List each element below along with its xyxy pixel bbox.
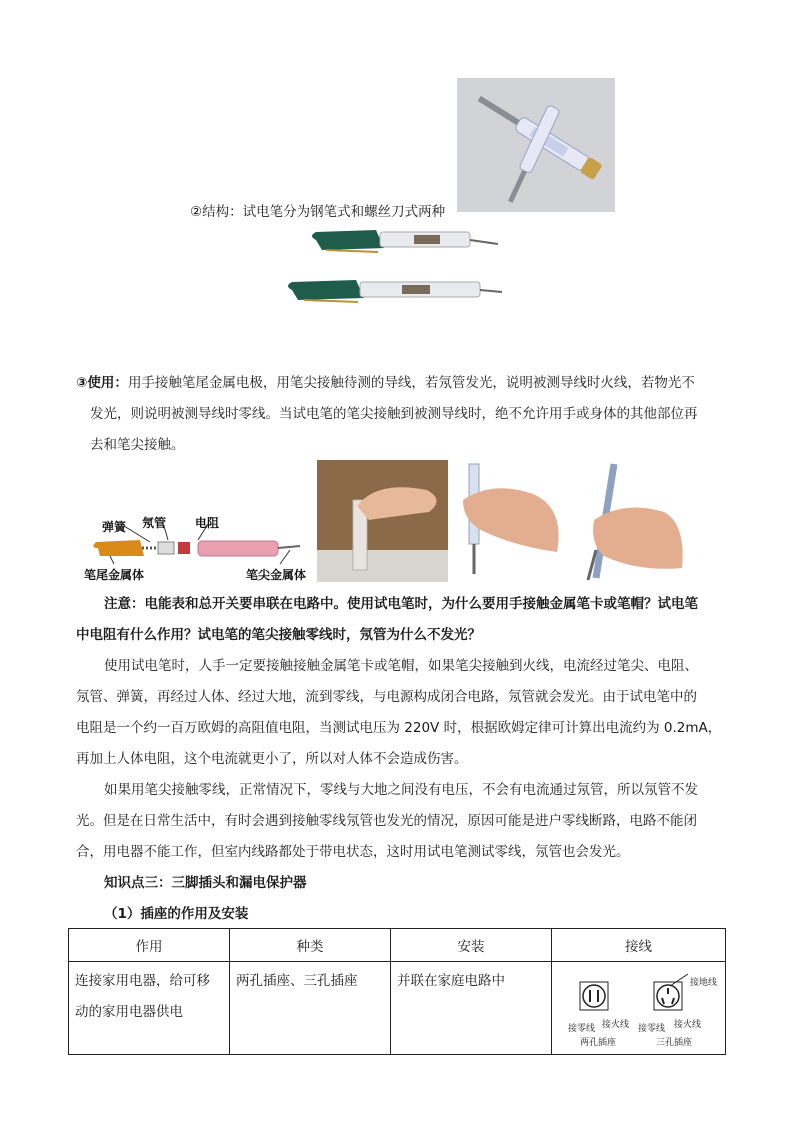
label-live-2: 接火线 [674,1020,702,1030]
hand-outlet-photo [317,460,448,582]
label-neutral-2: 接零线 [638,1024,666,1034]
explain1-line-3: 电阻是一个约一百万欧姆的高阻值电阻，当测试电压为 220V 时，根据欧姆定律可计算出电流约为 0.2mA， [76,720,722,736]
header-wiring: 接线 [552,929,726,962]
header-install: 安装 [391,929,552,962]
cell-types: 两孔插座、三孔插座 [230,962,391,1055]
note-line-2: 中电阻有什么作用？试电笔的笔尖接触零线时，氖管为什么不发光？ [76,627,481,643]
explain2-line-2: 光。但是在日常生活中，有时会遇到接触零线氖管也发光的情况，原因可能是进户零线断路，电路不能闭 [76,813,697,829]
label-two-hole: 两孔插座 [580,1038,617,1048]
usage-label: ③使用： [76,375,128,391]
label-resistor: 电阻 [195,516,220,530]
label-ground: 接地线 [690,978,718,988]
explain1-line-1: 使用试电笔时，人手一定要接触接触金属笔卡或笔帽，如果笔尖接触到火线，电流经过笔尖、电阻、 [104,658,698,674]
label-spring: 弹簧 [102,520,127,534]
hand-pen-photo-1 [453,460,571,582]
pen-tester-illustration [286,226,506,318]
usage-line-1 [76,370,695,396]
cell-install: 并联在家庭电路中 [391,962,552,1055]
label-live-1: 接火线 [602,1020,630,1030]
structure-text: ②结构：试电笔分为钢笔式和螺丝刀式两种 [190,204,446,220]
explain2-line-3: 合，用电器不能工作，但室内线路都处于带电状态，这时用试电笔测试零线，氖管也会发光。 [76,844,630,860]
knowledge3-subheading: （1）插座的作用及安装 [104,906,249,922]
screwdriver-tester-illustration [457,78,615,212]
header-function: 作用 [69,929,230,962]
table-row [69,962,726,1055]
usage-line-2: 发光，则说明被测导线时零线。当试电笔的笔尖接触到被测导线时，绝不允许用手或身体的其他部位再 [90,406,698,422]
label-tip-metal: 笔尖金属体 [246,568,307,582]
explain2-line-1: 如果用笔尖接触零线，正常情况下，零线与大地之间没有电压，不会有电流通过氖管，所以氖管不发 [104,782,698,798]
usage-line-3: 去和笔尖接触。 [90,437,185,453]
label-neon: 氖管 [142,516,167,530]
pen-tester-photo [286,226,506,318]
cell-function [69,962,230,1055]
socket-table [68,928,726,1055]
hand-pen-illustration-2 [574,460,687,582]
label-three-hole: 三孔插座 [656,1038,693,1048]
function-line-1: 连接家用电器，给可移 [75,973,210,989]
note-line-1: 注意：电能表和总开关要串联在电路中。使用试电笔时，为什么要用手接触金属笔卡或笔帽？试电笔 [104,596,698,612]
label-tail-metal: 笔尾金属体 [84,568,145,582]
hand-outlet-illustration [317,460,448,582]
cell-wiring [552,962,726,1055]
label-neutral-1: 接零线 [568,1024,596,1034]
hand-pen-photo-2 [574,460,687,582]
hand-pen-illustration-1 [453,460,571,582]
table-header-row [69,929,726,962]
knowledge3-heading: 知识点三：三脚插头和漏电保护器 [104,875,307,891]
screwdriver-tester-photo [457,78,615,212]
explain1-line-4: 再加上人体电阻，这个电流就更小了，所以对人体不会造成伤害。 [76,751,468,767]
usage-text-1: 用手接触笔尾金属电极，用笔尖接触待测的导线，若氖管发光，说明被测导线时火线，若物光不 [127,375,695,391]
explain1-line-2: 氖管、弹簧，再经过人体、经过大地，流到零线，与电源构成闭合电路，氖管就会发光。由于试电笔中的 [76,689,697,705]
function-line-2: 动的家用电器供电 [75,1004,183,1020]
header-types: 种类 [230,929,391,962]
